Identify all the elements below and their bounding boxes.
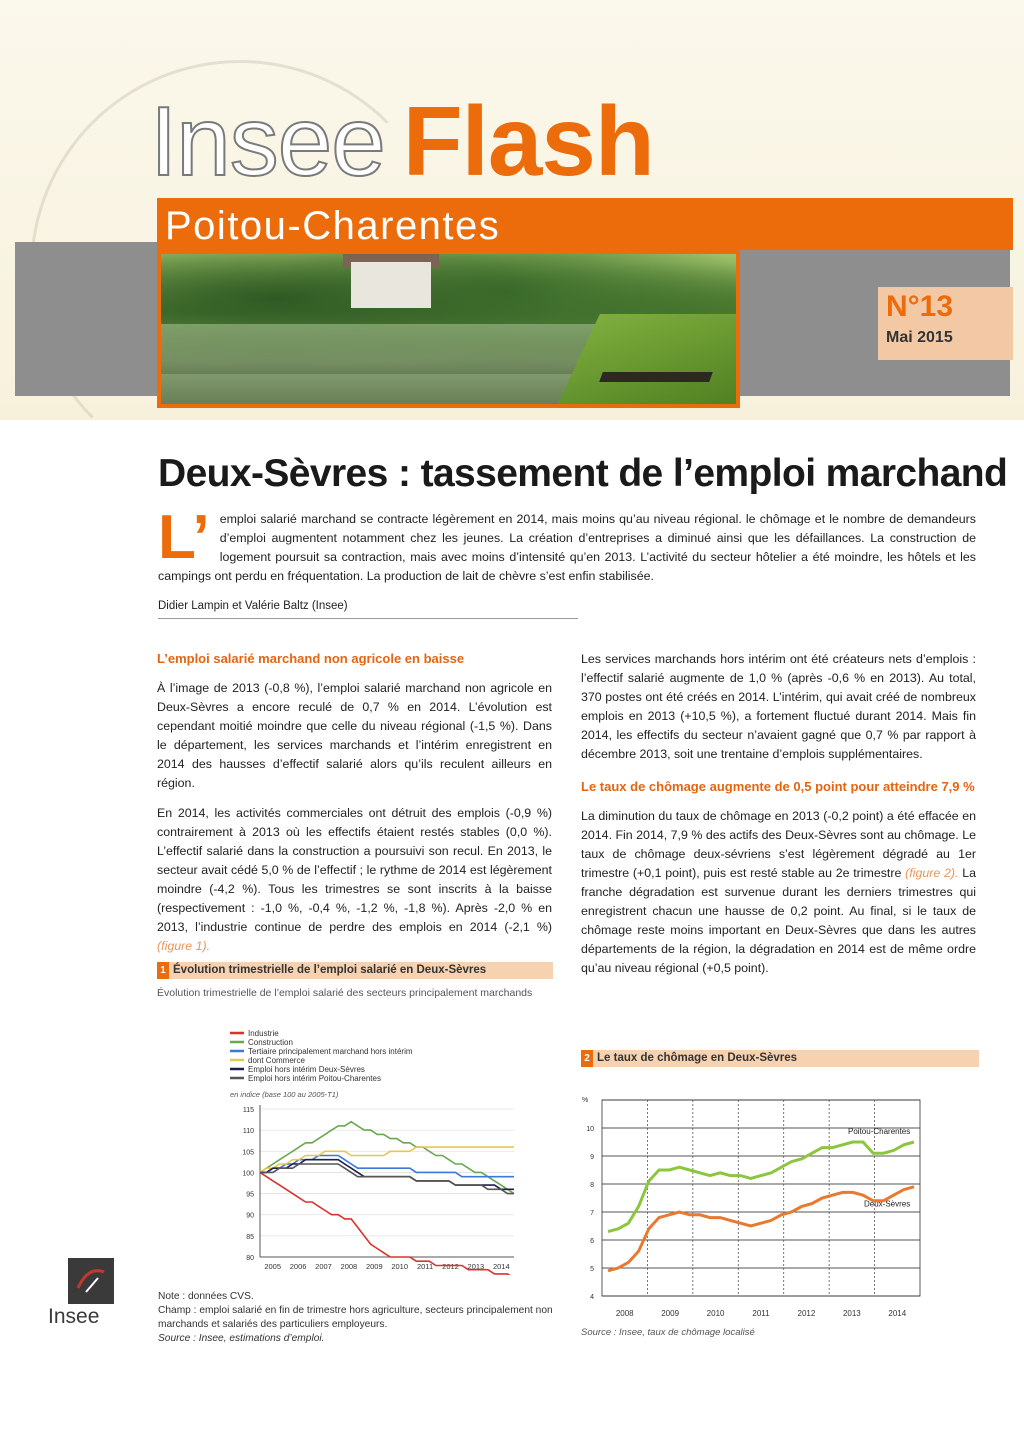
x-tick-label: 2012	[797, 1309, 816, 1318]
axis-unit-label: en indice (base 100 au 2005-T1)	[230, 1090, 339, 1099]
y-tick-label: 80	[246, 1255, 254, 1262]
series-label-pc: Poitou-Charentes	[848, 1127, 911, 1136]
left-paragraph-2-text: En 2014, les activités commerciales ont détruit des emplois (-0,9 %) contrairement à 2013 où les effectifs étaient restés stables (0,0 %). L’effectif salarié dans la construction a poursuivi son recul. En 2013, le secteur avait cédé 5,0 % de l’effectif ; le rythme de 2014 est légèrement moindre (-4,2 %). Tous les trimestres se sont inscrits à la baisse (respectivement : -1,0 %, -0,4 %, -1,2 %, -1,8 %). Après -2,0 % en 2013, l’industrie continue de perdre des emplois en 2014 (-2,1 %)	[157, 806, 552, 934]
y-tick-label: 100	[242, 1170, 254, 1178]
series-line	[260, 1122, 514, 1194]
x-tick-label: 2005	[264, 1262, 282, 1271]
legend-label: Emploi hors intérim Deux-Sèvres	[248, 1065, 365, 1074]
legend-label: Emploi hors intérim Poitou-Charentes	[248, 1074, 381, 1083]
figure-2-title-bar	[581, 1050, 979, 1067]
right-column	[581, 650, 976, 989]
legend-label: Construction	[248, 1038, 293, 1047]
right-paragraph-2a: La diminution du taux de chômage en 2013 (-0,2 point) a été effacée en 2014. Fin 2014, 7,9 % des actifs des Deux-Sèvres sont au chômage. Le taux de chômage deux-sévriens s’est légèrement dégradé au 1er trimestre (+0,1 point), puis est resté stable au 2e trimestre	[581, 809, 976, 880]
x-tick-label: 2010	[391, 1262, 409, 1271]
y-tick-label: 6	[590, 1238, 594, 1245]
figure-1-subtitle: Évolution trimestrielle de l’emploi salarié des secteurs principalement marchands	[157, 987, 533, 999]
region-title: Poitou-Charentes	[165, 204, 501, 248]
insee-logo-tagline	[48, 1330, 114, 1340]
lead-dropcap: L’	[158, 503, 210, 572]
y-tick-label: 4	[590, 1294, 594, 1301]
issue-date: Mai 2015	[886, 328, 953, 346]
x-tick-label: 2011	[417, 1262, 434, 1271]
right-paragraph-2b: La franche dégradation est survenue durant les derniers trimestres qui enregistrent chacun une hausse de 0,2 point. Au final, si le taux de chômage reste moins important en Deux-Sèvres que dans les autres départements de la région, la dégradation en 2014 est de même ordre qu’au niveau régional (+0,5 point).	[581, 866, 976, 975]
figure-2-source: Source : Insee, taux de chômage localisé	[581, 1327, 755, 1338]
lead-text: emploi salarié marchand se contracte légèrement en 2014, mais moins qu’au niveau régional. le chômage et le nombre de demandeurs d’emploi augmentent notamment chez les jeunes. La création d’entreprises a diminué ainsi que les défaillances. La construction de logement poursuit sa contraction, mais avec moins d’intensité qu’en 2013. L’activité du secteur hôtelier a été moindre, les hôtels et les campings ont perdu en fréquentation. La production de lait de chèvre s’est enfin stabilisée.	[158, 512, 976, 583]
figure-1-title-bar	[157, 962, 553, 979]
figure-1-ref[interactable]: (figure 1).	[157, 939, 211, 953]
x-tick-label: 2011	[752, 1309, 770, 1318]
y-tick-label: 110	[242, 1128, 254, 1136]
issue-number: N°13	[886, 290, 954, 323]
figure-1-notes	[158, 1290, 558, 1346]
left-paragraph-2	[157, 804, 552, 956]
figure-1-title: Évolution trimestrielle de l’emploi salarié en Deux-Sèvres	[173, 964, 487, 976]
y-tick-label: 85	[246, 1233, 254, 1241]
y-tick-label: 7	[590, 1210, 594, 1217]
x-tick-label: 2008	[340, 1262, 358, 1271]
x-tick-label: 2007	[315, 1262, 332, 1271]
figure-1-source: Source : Insee, estimations d’emploi.	[158, 1333, 325, 1344]
right-heading: Le taux de chômage augmente de 0,5 point pour atteindre 7,9 %	[581, 779, 975, 794]
left-column	[157, 650, 552, 967]
x-tick-label: 2010	[706, 1309, 725, 1318]
photo-house	[351, 262, 431, 308]
series-line	[608, 1142, 914, 1232]
article-title: Deux-Sèvres : tassement de l’emploi marchand	[158, 452, 1008, 495]
series-line	[260, 1172, 514, 1275]
x-tick-label: 2013	[467, 1262, 485, 1271]
figure-2-number: 2	[581, 1050, 593, 1067]
authors: Didier Lampin et Valérie Baltz (Insee)	[158, 600, 348, 612]
x-tick-label: 2009	[661, 1309, 680, 1318]
figure-2-chart	[580, 1088, 940, 1326]
x-tick-label: 2012	[442, 1262, 459, 1271]
photo-boat	[599, 372, 713, 382]
brand-flash: Flash	[402, 86, 654, 196]
legend-label: Industrie	[248, 1029, 279, 1038]
issue-box	[878, 287, 1013, 360]
y-tick-label: 95	[246, 1191, 254, 1199]
figure-1-note: Note : données CVS.	[158, 1291, 254, 1302]
y-tick-label: 10	[586, 1126, 594, 1133]
insee-logo-icon	[68, 1258, 114, 1304]
figure-2-ref[interactable]: (figure 2).	[905, 866, 959, 880]
cover-photo	[157, 250, 740, 408]
x-tick-label: 2013	[842, 1309, 861, 1318]
left-heading: L’emploi salarié marchand non agricole en baisse	[157, 651, 465, 666]
y-tick-label: 105	[242, 1149, 254, 1157]
authors-rule	[158, 618, 578, 619]
insee-logo-text: Insee	[48, 1305, 100, 1328]
figure-1-chart	[222, 1025, 532, 1275]
y-tick-label: 8	[590, 1182, 594, 1189]
right-paragraph-2	[581, 807, 976, 978]
insee-logo-mark	[68, 1258, 114, 1304]
x-tick-label: 2014	[492, 1262, 510, 1271]
y-tick-label: 9	[590, 1154, 594, 1161]
right-paragraph-1: Les services marchands hors intérim ont été créateurs nets d’emplois : l’effectif salarié augmente de 1,0 % (après -0,6 % en 2013). Au total, 370 postes ont été créés en 2014. L’intérim, qui avait créé de nombreux emplois en 2013 (+10,5 %), a fortement fluctué durant 2014. Mais fin 2014, les effectifs du secteur n’avaient gagné que 0,7 % par rapport à décembre 2013, soit une trentaine d’emplois supplémentaires.	[581, 652, 976, 761]
y-tick-label: 5	[590, 1266, 594, 1273]
left-paragraph-1: À l’image de 2013 (-0,8 %), l’emploi salarié marchand non agricole en Deux-Sèvres a encore reculé de 0,7 % en 2014. L’évolution est cependant moitié moindre que celle du niveau régional (-1,5 %). Dans le département, les services marchands et l’intérim enregistrent en 2014 des hausses d’effectif salarié alors qu’ils reculent ailleurs en région.	[157, 681, 552, 790]
x-tick-label: 2006	[289, 1262, 307, 1271]
y-unit-label: %	[582, 1097, 589, 1104]
x-tick-label: 2008	[615, 1309, 634, 1318]
series-label-ds: Deux-Sèvres	[864, 1199, 911, 1209]
series-line	[260, 1156, 514, 1177]
brand-logo	[150, 86, 654, 196]
y-tick-label: 90	[246, 1212, 254, 1220]
figure-1-scope: Champ : emploi salarié en fin de trimestre hors agriculture, secteurs principalement non marchands et salariés des particuliers employeurs.	[158, 1305, 553, 1330]
figure-2-title: Le taux de chômage en Deux-Sèvres	[597, 1052, 798, 1064]
y-tick-label: 115	[242, 1107, 254, 1114]
x-tick-label: 2014	[888, 1309, 907, 1318]
article-lead	[158, 503, 976, 586]
legend-label: dont Commerce	[248, 1056, 305, 1065]
legend-label: Tertiaire principalement marchand hors intérim	[248, 1047, 413, 1056]
x-tick-label: 2009	[365, 1262, 383, 1271]
brand-insee: Insee	[150, 86, 385, 196]
gray-band-left	[15, 242, 161, 396]
figure-1-number: 1	[157, 962, 169, 979]
